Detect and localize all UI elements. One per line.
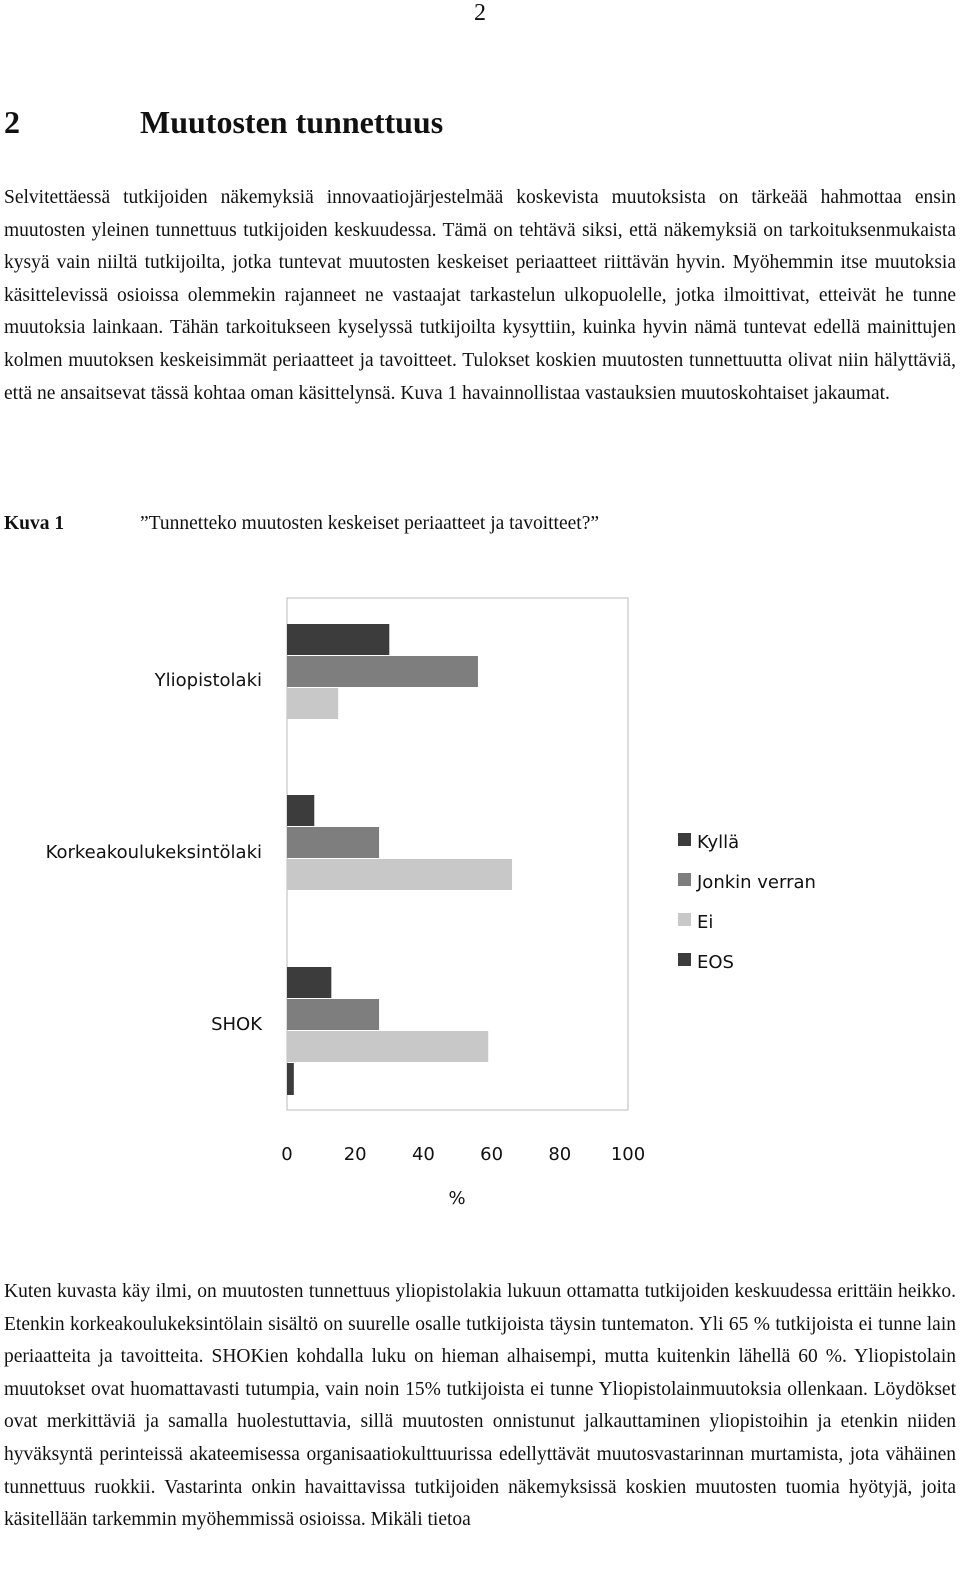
legend-swatch-2 xyxy=(678,913,691,926)
x-tick-label-2: 40 xyxy=(411,1144,435,1165)
bar-2-1 xyxy=(287,999,379,1030)
legend-swatch-0 xyxy=(678,833,691,846)
bar-0-2 xyxy=(287,688,338,719)
figure-label: Kuva 1 xyxy=(4,513,65,534)
legend-label-2: Ei xyxy=(697,912,714,933)
x-tick-label-4: 80 xyxy=(548,1144,572,1165)
section-heading xyxy=(4,100,954,144)
bar-chart xyxy=(0,590,960,1220)
bar-1-1 xyxy=(287,827,379,858)
legend-label-3: EOS xyxy=(697,952,734,973)
figure-title: ”Tunnetteko muutosten keskeiset periaatteet ja tavoitteet?” xyxy=(140,513,600,534)
section-number: 2 xyxy=(4,104,20,140)
category-label-0: Yliopistolaki xyxy=(154,670,262,691)
bar-1-0 xyxy=(287,795,314,826)
legend-label-1: Jonkin verran xyxy=(697,872,816,893)
bar-0-1 xyxy=(287,656,478,687)
bar-2-0 xyxy=(287,967,331,998)
analysis-paragraph: Kuten kuvasta käy ilmi, on muutosten tunnettuus yliopistolakia lukuun ottamatta tutkijoiden keskuudessa erittäin heikko. Etenkin korkeakoulukeksintölain sisältö on suurelle osalle tutkijoista täysin tuntematon. Yli 65 % tutkijoista ei tunne lain periaatteita ja tavoitteita. SHOKien kohdalla luku on hieman alhaisempi, mutta kuitenkin lähellä 60 %. Yliopistolain muutokset ovat huomattavasti tutumpia, vain noin 15% tutkijoista ei tunne Yliopistolainmuutoksia ollenkaan. Löydökset ovat merkittäviä ja samalla huolestuttavia, sillä muutosten onnistunut jalkauttaminen yliopistoihin ja etenkin niiden hyväksyntä perinteissä akateemisessa organisaatiokulttuurissa edellyttävät muutosvastarinnan murtamista, jota vähäinen tunnettuus ruokkii. Vastarinta onkin havaittavissa tutkijoiden näkemyksissä koskien muutosten tuomia hyötyjä, joita käsitellään tarkemmin myöhemmissä osioissa. Mikäli tietoa xyxy=(4,1281,956,1531)
legend-swatch-1 xyxy=(678,873,691,886)
bar-0-0 xyxy=(287,624,389,655)
category-label-1: Korkeakoulukeksintölaki xyxy=(45,842,262,863)
category-label-2: SHOK xyxy=(211,1014,262,1035)
section-title: Muutosten tunnettuus xyxy=(140,104,444,140)
bar-2-3 xyxy=(287,1063,294,1095)
page-number: 2 xyxy=(474,0,486,26)
intro-paragraph: Selvitettäessä tutkijoiden näkemyksiä innovaatiojärjestelmää koskevista muutoksista on tärkeää hahmottaa ensin muutosten yleinen tunnettuus tutkijoiden keskuudessa. Tämä on tehtävä siksi, että näkemyksiä on tarkoituksenmukaista kysyä vain niiltä tutkijoilta, jotka tuntevat muutosten keskeiset periaatteet riittävän hyvin. Myöhemmin itse muutoksia käsittelevissä osioissa olemmekin rajanneet ne vastaajat tarkastelun ulkopuolelle, jotka ilmoittivat, etteivät he tunne muutoksia lainkaan. Tähän tarkoitukseen kyselyssä tutkijoilta kysyttiin, kuinka hyvin nämä tuntevat edellä mainittujen kolmen muutoksen keskeisimmät periaatteet ja tavoitteet. Tulokset koskien muutosten tunnettuutta olivat niin hälyttäviä, että ne ansaitsevat tässä kohtaa oman käsittelynsä. Kuva 1 havainnollistaa vastauksien muutoskohtaiset jakaumat. xyxy=(4,187,956,404)
legend-swatch-3 xyxy=(678,953,691,966)
bar-1-2 xyxy=(287,859,512,890)
x-tick-label-3: 60 xyxy=(480,1144,504,1165)
x-tick-label-1: 20 xyxy=(343,1144,367,1165)
figure-caption xyxy=(4,509,954,539)
x-tick-label-5: 100 xyxy=(610,1144,646,1165)
legend-label-0: Kyllä xyxy=(697,832,740,853)
x-tick-label-0: 0 xyxy=(281,1144,293,1165)
x-axis-label: % xyxy=(448,1188,466,1209)
bar-2-2 xyxy=(287,1031,488,1062)
